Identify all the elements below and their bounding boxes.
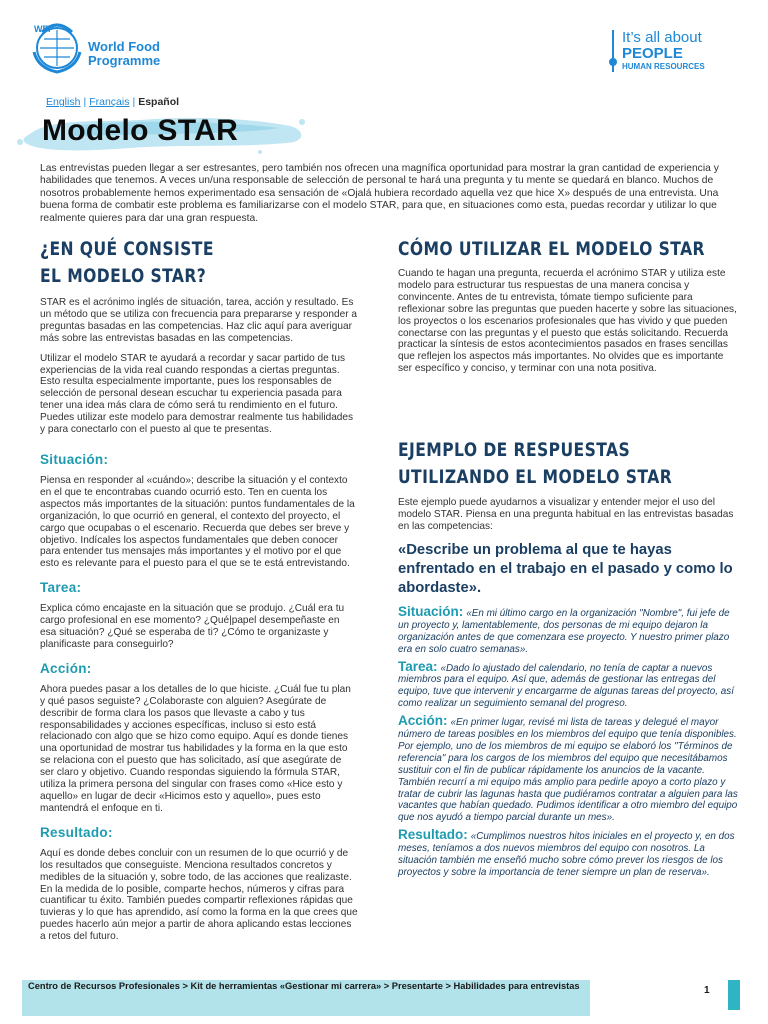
- language-link-english[interactable]: English: [46, 96, 81, 108]
- logo-name: [88, 40, 160, 68]
- heading-line-2: UTILIZANDO EL MODELO STAR: [398, 466, 673, 489]
- example-resultado-text: «Cumplimos nuestros hitos iniciales en el proyecto y, en dos meses, teníamos a dos nuevos miembros del equipo con nosotros. La situación también me enseñó mucho sobre cómo prever los riesgos de los proyectos y sobre la importancia de tener siempre un plan de reserva».: [398, 831, 735, 878]
- wfp-logo: [32, 12, 212, 76]
- resultado-text: Aquí es donde debes concluir con un resumen de lo que ocurrió y de los resultados que conseguiste. Menciona resultados concretos y medibles de la situación y, sobre todo, de las acciones que realizaste. En la medida de lo posible, comparte hechos, números y cifras para cuantificar tu éxito. También puedes compartir reflexiones rápidas que tuvieras y lo que has aprendido, así como la forma en la que crees que puedes hacerlo aún mejor a partir de ahora aplicando estas lecciones a retos del futuro.: [40, 847, 358, 943]
- resultado-heading: Resultado:: [40, 824, 113, 840]
- situacion-heading: Situación:: [40, 451, 109, 467]
- example-accion-text: «En primer lugar, revisé mi lista de tareas y delegué el mayor número de tareas posibles en los miembros del equipo que tenía disponibles. Por ejemplo, uno de los miembros de mi equipo se elaboró los "Términos de referencia" para los cargos de los miembros del equipo que necesitábamos sustituir con el fin de publicar rápidamente los anuncios de la vacante. También recurrí a mi equipo más amplio para pedirle apoyo a corto plazo y tratar de cubrir las lagunas hasta que pudiéramos contratar a alguien para las vacantes que habían quedado. Pudimos identificar a otro miembro del equipo que nos ayudó a tiempo parcial durante un mes».: [398, 717, 738, 824]
- example-accion-label: Acción:: [398, 713, 448, 729]
- example-resultado: [398, 829, 740, 879]
- logo-name-line-2: Programme: [88, 53, 161, 68]
- example-tarea-text: «Dado lo ajustado del calendario, no tenía de captar a nuevos miembros para el equipo. Así que, además de gestionar las entregas del equipo, tuve que intervenir y encargarme de algunas tareas del proyecto, así como realizar un seguimiento semanal del progreso.: [398, 662, 734, 710]
- language-separator: |: [83, 96, 87, 108]
- tagline-line-2: PEOPLE: [622, 45, 683, 62]
- tarea-text: Explica cómo encajaste en la situación que se produjo. ¿Cuál era tu cargo profesional en ese momento? ¿Qué|papel desempeñaste en esa situación? ¿Qué se esperaba de ti? ¿Cómo te organizaste y planificaste para conseguirlo?: [40, 603, 345, 650]
- wfp-emblem-icon: [32, 12, 92, 76]
- example-situacion: [398, 603, 740, 656]
- breadcrumb[interactable]: Centro de Recursos Profesionales > Kit de herramientas «Gestionar mi carrera» > Presentarte > Habilidades para entrevistas: [22, 980, 590, 1016]
- tagline-line-1: It’s all about: [622, 29, 702, 46]
- language-separator: |: [132, 96, 136, 108]
- hr-tagline: [612, 30, 705, 72]
- example-question-quote: «Describe un problema al que te hayas enfrentado en el trabajo en el pasado y como lo abordaste».: [398, 541, 733, 596]
- tarea-heading: Tarea:: [40, 580, 82, 596]
- language-link-french[interactable]: Français: [89, 96, 130, 108]
- example-tarea: [398, 658, 740, 711]
- language-switcher: [46, 96, 179, 108]
- page-number: 1: [704, 985, 710, 996]
- heading-line-1: ¿EN QUÉ CONSISTE: [40, 238, 214, 260]
- star-definition-paragraph: STAR es el acrónimo inglés de situación, tarea, acción y resultado. Es un método que se utiliza con frecuencia para prepararse y responder a preguntas basadas en las competencias. Haz clic aquí para averiguar más sobre las entrevistas basadas en las competencias.: [40, 297, 358, 344]
- situacion-text: Piensa en responder al «cuándo»; describe la situación y el contexto en el que te encontrabas cuando ocurrió esto. Ten en cuenta los aspectos más importantes de la situación: puntos fundamentales de la organización, lo que ocurrió en general, el contexto del proyecto, el cargo que ocupabas o el escenario. Recuerda que debes ser breve y objetivo. Indícales los aspectos fundamentales que deben conocer para entender tus mensajes más importantes y el motivo por el que esto es relevante para el puesto para el que se te está entrevistando.: [40, 474, 355, 570]
- left-column: [40, 236, 358, 951]
- logo-name-line-1: World Food: [88, 39, 160, 54]
- accion-text: Ahora puedes pasar a los detalles de lo que hiciste. ¿Cuál fue tu plan y qué pasos seguiste? ¿Colaboraste con alguien? Asegúrate de describir de forma clara los pasos que llevaste a cabo y tus responsabilidades y acciones específicas, incluso si esto está relacionado con algo que se hizo como equipo. Aquí es donde tienes una oportunidad de mostrar tus habilidades y la forma en la que esto se relaciona con el puesto que has solicitado, así que asegúrate de ser claro y objetivo. Cuando respondas siguiendo la fórmula STAR, utiliza la primera persona del singular con frases como «Hice esto y aquello» en lugar de decir «Hicimos esto y aquello», pues esto mantendrá el enfoque en ti.: [40, 683, 351, 814]
- logo-abbreviation: WFP: [34, 24, 54, 34]
- heading-line-2: EL MODELO STAR?: [40, 265, 207, 287]
- example-tarea-label: Tarea:: [398, 658, 438, 674]
- section-heading-how-to-use: CÓMO UTILIZAR EL MODELO STAR: [398, 238, 705, 260]
- example-situacion-label: Situación:: [398, 603, 464, 619]
- section-heading-example: [398, 437, 678, 491]
- example-intro-paragraph: Este ejemplo puede ayudarnos a visualizar y entender mejor el uso del modelo STAR. Piensa en una pregunta habitual en las entrevistas basadas en las competencias:: [398, 497, 734, 532]
- tagline-dot-icon: [609, 58, 617, 66]
- accion-heading: Acción:: [40, 660, 92, 676]
- how-to-use-paragraph: Cuando te hagan una pregunta, recuerda el acrónimo STAR y utiliza este modelo para estructurar tus respuestas de una manera concisa y convincente. Antes de tu entrevista, tómate tiempo suficiente para reflexionar sobre las preguntas que pueden hacerte y sobre las situaciones, los proyectos o los escenarios profesionales que has vivido y que pueden conectarse con las preguntas y el puesto que estás solicitando. Recuerda practicar la síntesis de estos acontecimientos pasados en frases sencillas que reflejen los aspectos más importantes. No olvides que es importante ser específico y conciso, y terminar con una nota positiva.: [398, 268, 737, 375]
- heading-line-1: EJEMPLO DE RESPUESTAS: [398, 439, 631, 462]
- language-current-spanish: Español: [138, 96, 180, 108]
- page-title: Modelo STAR: [42, 114, 239, 147]
- example-accion: [398, 715, 740, 824]
- example-situacion-text: «En mi último cargo en la organización "Nombre", fui jefe de un proyecto y, lamentablemente, dos personas de mi equipo dejaron la organización antes de que comenzara ese proyecto. Y nuestro primer plazo era en solo cuatro semanas».: [398, 607, 730, 655]
- section-heading-what-is: [40, 236, 301, 290]
- tagline-line-3: HUMAN RESOURCES: [622, 62, 705, 71]
- page-accent-bar: [728, 980, 740, 1010]
- example-resultado-label: Resultado:: [398, 827, 468, 843]
- star-usage-paragraph: Utilizar el modelo STAR te ayudará a recordar y sacar partido de tus experiencias de la vida real cuando respondas a ciertas preguntas. Esto resulta especialmente importante, pues los responsables de selección de personal desean escuchar tu experiencia pasada para tener una idea más clara de cómo será tu rendimiento en el futuro. Puedes utilizar este modelo para demostrar realmente tus habilidades y para conectarlo con el puesto al que te presentas.: [40, 352, 354, 436]
- right-column: [398, 236, 740, 884]
- intro-paragraph: Las entrevistas pueden llegar a ser estresantes, pero también nos ofrecen una magnífica oportunidad para mostrar la gran cantidad de experiencia y habilidades que tenemos. A veces un/una responsable de selección de personal te hará una pregunta y tu mente se quedará en blanco. Muchos de nosotros probablemente hemos experimentado esa sensación de «Ojalá hubiera recordado aquella vez que hice X» después de una entrevista. Una buena forma de combatir este problema es familiarizarse con el modelo STAR, para que, en situaciones como esta, puedas recordar y utilizar lo que realmente quieres para dar una gran respuesta.: [40, 163, 719, 224]
